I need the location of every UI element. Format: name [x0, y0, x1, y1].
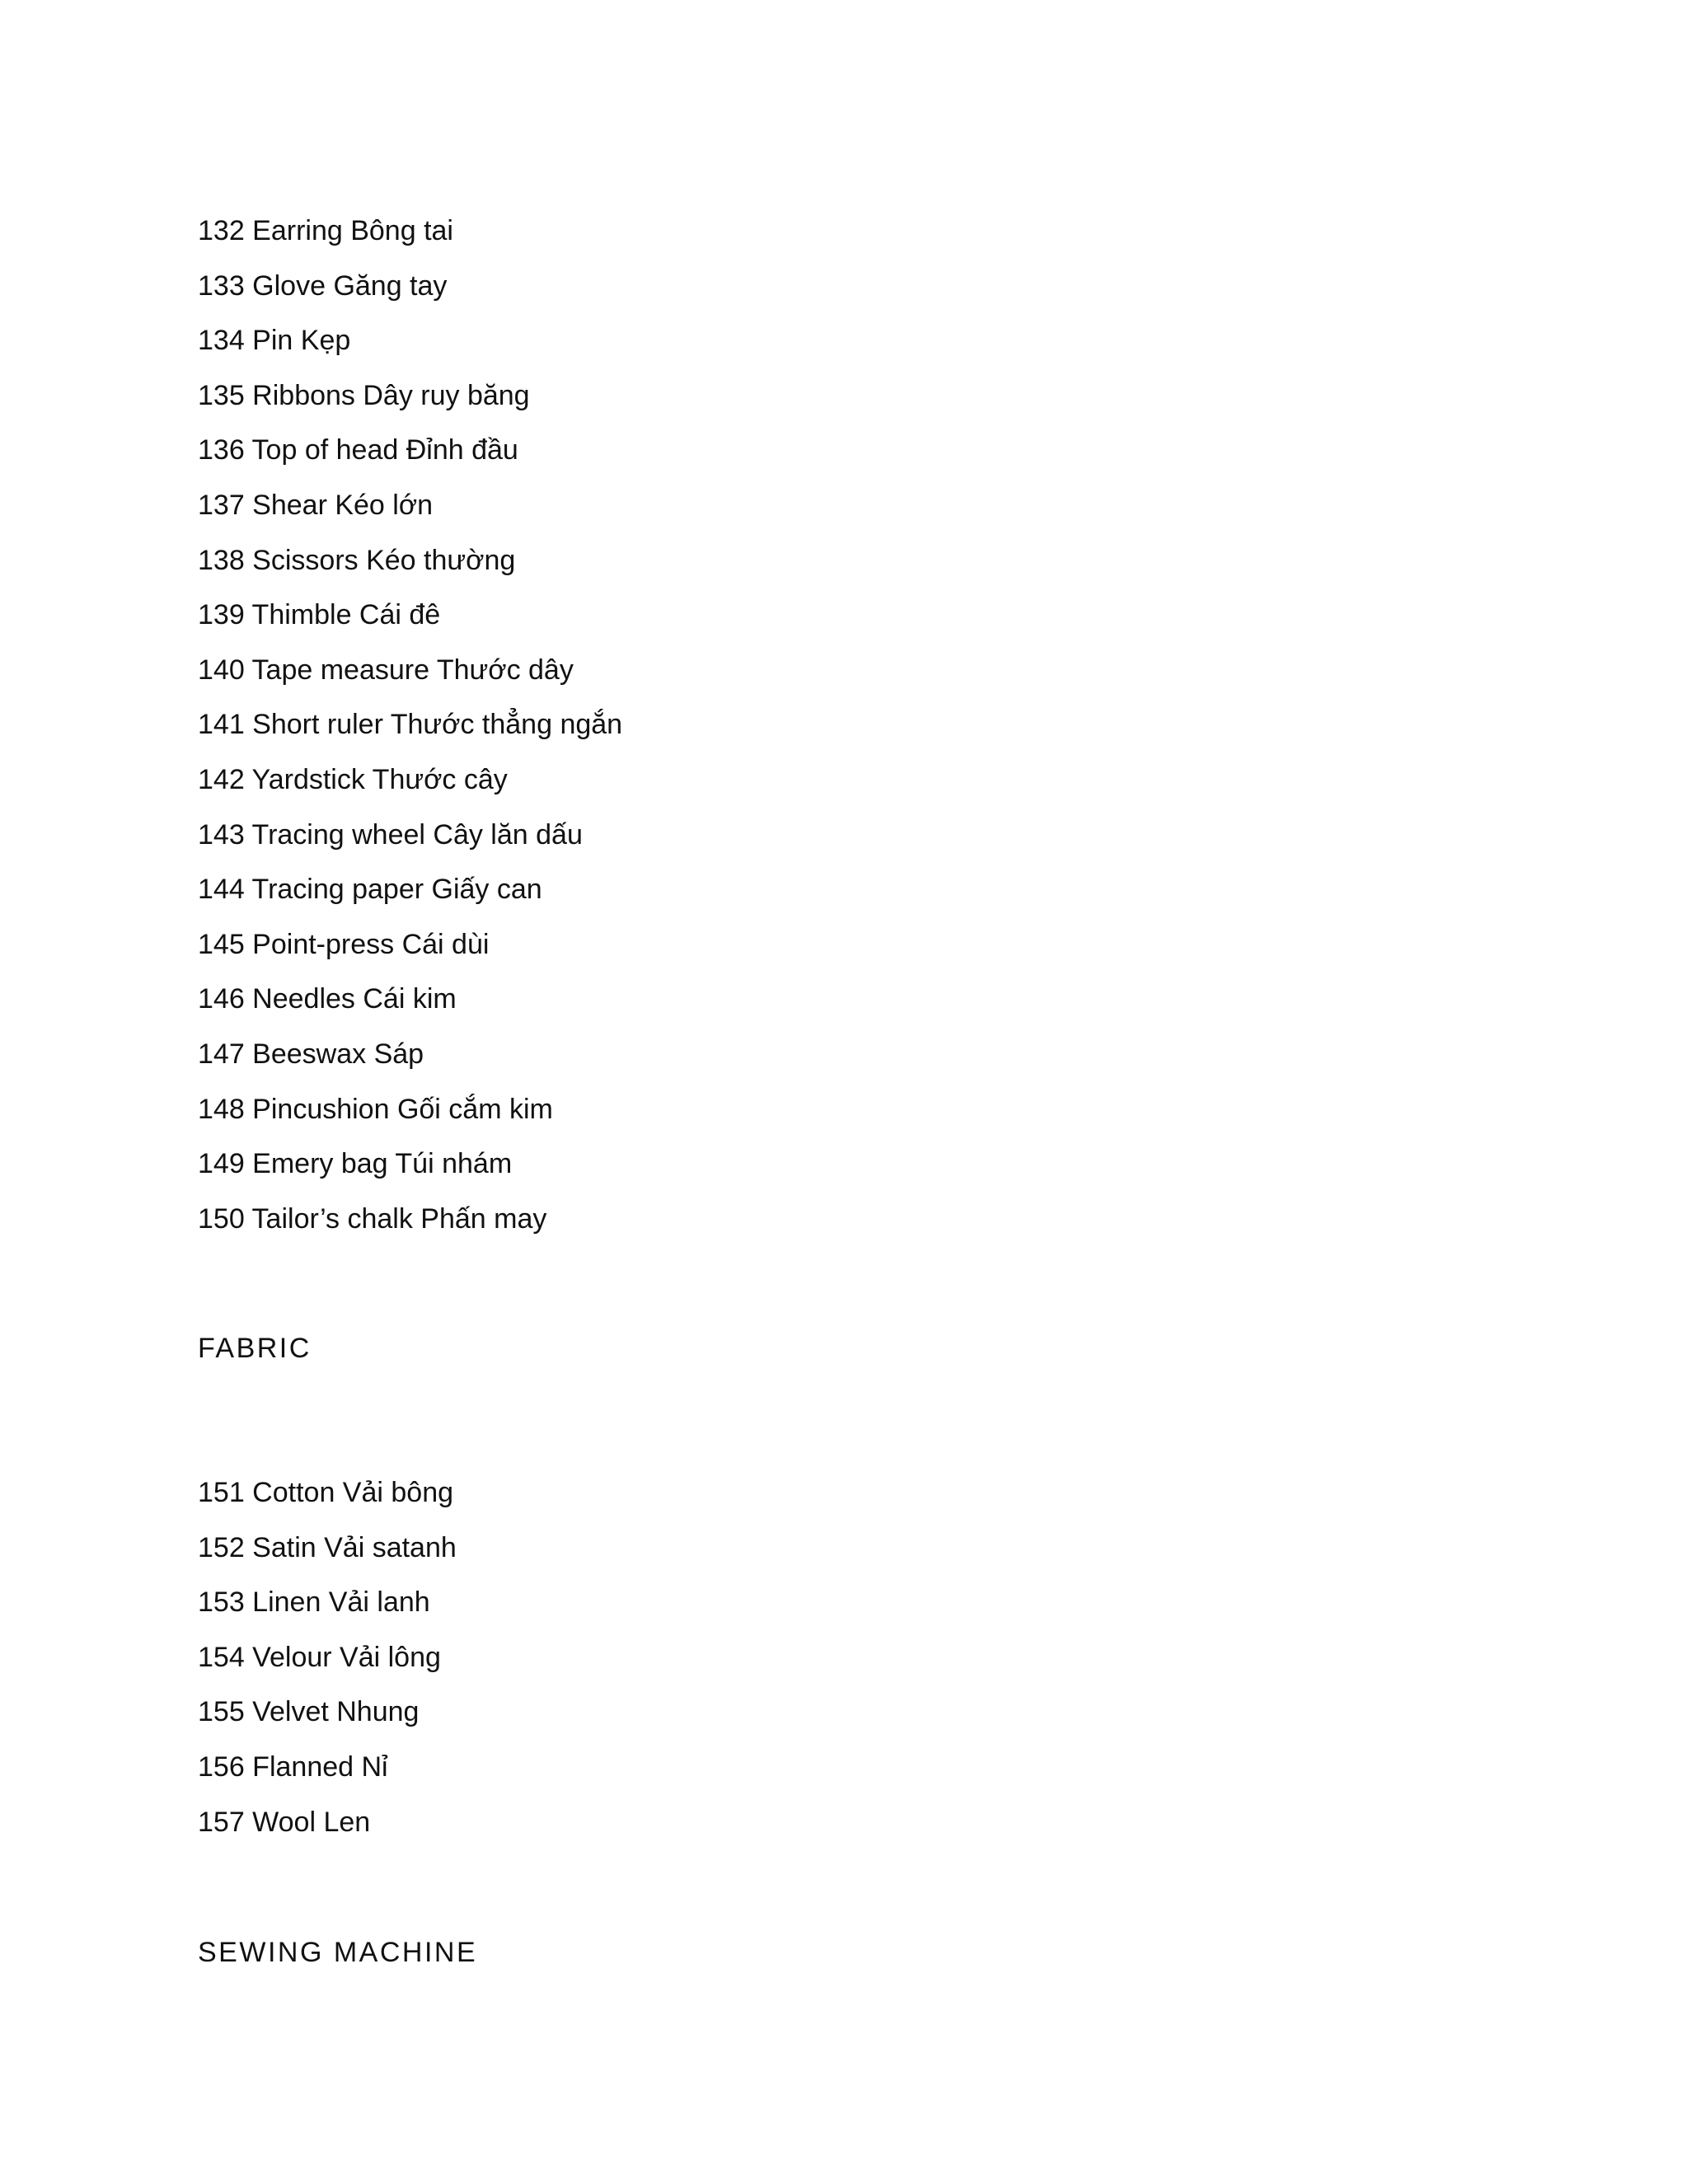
list-item: 146 Needles Cái kim [198, 983, 457, 1015]
list-item: 142 Yardstick Thước cây [198, 763, 508, 795]
list-item: 150 Tailor’s chalk Phấn may [198, 1202, 547, 1235]
list-item: 148 Pincushion Gối cắm kim [198, 1093, 553, 1125]
list-item: 155 Velvet Nhung [198, 1696, 420, 1728]
section-heading-sewing-machine: SEWING MACHINE [198, 1937, 478, 1968]
vocabulary-list-fabric [198, 1465, 457, 1849]
list-item: 134 Pin Kẹp [198, 325, 351, 357]
vocabulary-list-tools [198, 204, 622, 1246]
list-item: 135 Ribbons Dây ruy băng [198, 379, 530, 411]
list-item: 133 Glove Găng tay [198, 269, 448, 302]
list-item: 152 Satin Vải satanh [198, 1531, 457, 1563]
list-item: 144 Tracing paper Giấy can [198, 874, 542, 906]
list-item: 141 Short ruler Thước thẳng ngắn [198, 709, 623, 741]
list-item: 140 Tape measure Thước dây [198, 654, 574, 686]
list-item: 151 Cotton Vải bông [198, 1477, 454, 1508]
list-item: 145 Point-press Cái dùi [198, 928, 490, 960]
list-item: 153 Linen Vải lanh [198, 1586, 430, 1619]
list-item: 132 Earring Bông tai [198, 215, 453, 246]
list-item: 147 Beeswax Sáp [198, 1038, 424, 1070]
list-item: 139 Thimble Cái đê [198, 599, 441, 631]
list-item: 149 Emery bag Túi nhám [198, 1148, 513, 1180]
list-item: 143 Tracing wheel Cây lăn dấu [198, 818, 583, 851]
list-item: 154 Velour Vải lông [198, 1641, 441, 1673]
list-item: 138 Scissors Kéo thường [198, 544, 516, 576]
list-item: 156 Flanned Nỉ [198, 1750, 388, 1783]
list-item: 157 Wool Len [198, 1806, 371, 1838]
list-item: 136 Top of head Đỉnh đầu [198, 434, 518, 466]
list-item: 137 Shear Kéo lớn [198, 489, 434, 521]
section-heading-fabric: FABRIC [198, 1333, 312, 1364]
